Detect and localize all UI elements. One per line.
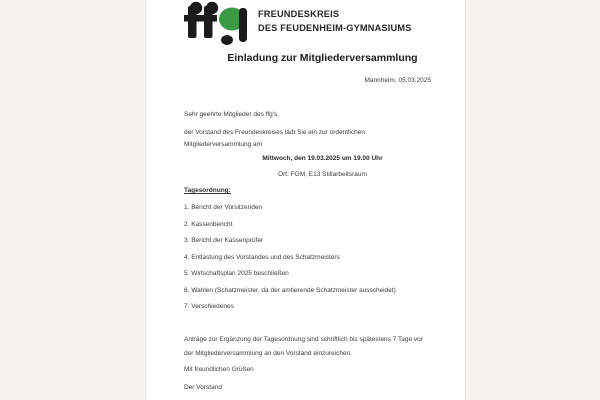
note-line1: Anträge zur Ergänzung der Tagesordnung sind schriftlich bis spätestens 7 Tage vor [184,336,423,343]
agenda-list [184,200,444,316]
intro-paragraph [184,127,431,152]
agenda-item: 7. Verschiedenes [184,303,234,310]
agenda-item: 4. Entlastung des Vorstandes und des Schatzmeisters [184,253,340,261]
ffg-logo-icon [184,0,250,46]
agenda-item: 3. Bericht der Kassenprüfer [184,237,264,244]
letterhead-text [258,0,412,35]
letterhead-line2: DES FEUDENHEIM-GYMNASIUMS [258,23,412,33]
letter-title: Einladung zur Mitgliederversammlung [227,52,418,64]
letterhead-line1: FREUNDESKREIS [258,9,340,19]
agenda-item: 5. Wirtschaftsplan 2025 beschließen [184,270,289,277]
document-page [145,0,466,400]
agenda-item: 1. Bericht der Vorsitzenden [184,204,263,211]
note-paragraph [184,333,444,361]
meeting-location: Ort: FGM, E13 Stillarbeitsraum [278,171,367,178]
intro-line2: Mitgliederversammlung am [184,141,263,149]
letterhead-block [184,0,412,46]
closing: Mit freundlichen Grüßen [184,366,254,373]
agenda-item: 2. Kassenbericht [184,220,233,228]
date-line: Mannheim, 05.03.2025 [364,77,431,84]
note-line2: der Mitgliederversammlung an den Vorstand einzureichen. [184,350,353,357]
intro-line1: der Vorstand des Freundeskreises lädt Sie ein zur ordentlichen [184,129,366,136]
meeting-datetime: Mittwoch, den 19.03.2025 um 19.00 Uhr [262,155,383,162]
agenda-item: 6. Wahlen (Schatzmeister, da der amtierende Schatzmeister ausscheidet) [184,286,396,294]
signature: Der Vorstand [184,384,222,391]
agenda-heading: Tagesordnung: [184,187,231,194]
salutation: Sehr geehrte Mitglieder des ffg's, [184,111,280,118]
